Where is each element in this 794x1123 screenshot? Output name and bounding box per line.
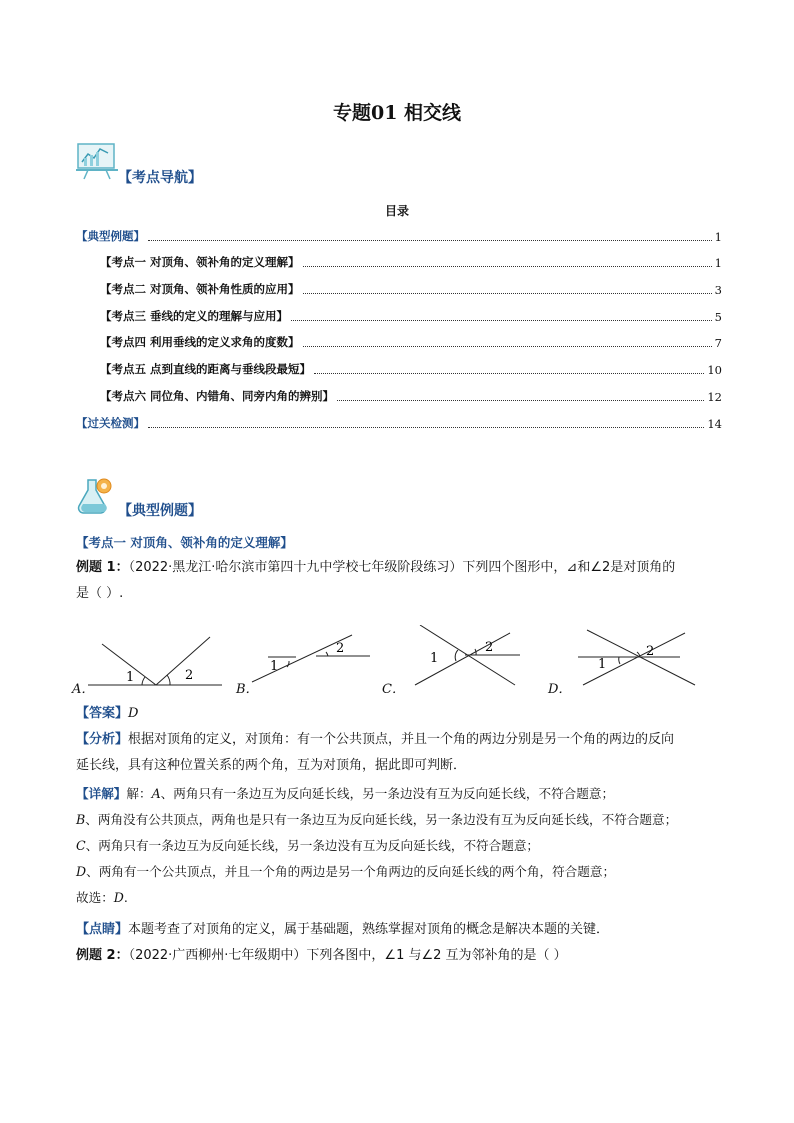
- angle-2-label: 2: [185, 668, 194, 683]
- detail-letter-a: A: [151, 786, 161, 801]
- angle-2-label: 2: [646, 644, 655, 659]
- toc-entry[interactable]: [100, 254, 722, 270]
- toc-entry[interactable]: [100, 334, 722, 350]
- toc-entry[interactable]: [76, 415, 722, 431]
- toc-entry-page: 3: [714, 283, 722, 297]
- example-1-line2: 是（ ）.: [76, 586, 124, 601]
- angle-1-label: 1: [598, 657, 607, 672]
- detail-intro: 解：: [126, 786, 152, 801]
- detail-letter-final: D: [113, 890, 124, 905]
- answer-value: D: [128, 706, 139, 721]
- toc-entry-page: 10: [707, 363, 722, 377]
- toc-entry[interactable]: [100, 281, 722, 297]
- toc-entry-page: 1: [714, 256, 722, 270]
- detail-line5: 故选：: [76, 890, 114, 905]
- kaodian-heading: 【考点一 对顶角、领补角的定义理解】: [76, 535, 293, 550]
- nav-label: 【考点导航】: [118, 170, 202, 186]
- toc-leader-dots: [303, 265, 712, 267]
- toc-leader-dots: [303, 345, 712, 347]
- toc-leader-dots: [291, 319, 712, 321]
- toc-entry-page: 12: [707, 390, 722, 404]
- angle-1-label: 1: [126, 670, 135, 685]
- toc-entry-label: 【过关检测】: [76, 416, 145, 430]
- toc-entry-label: 【考点五 点到直线的距离与垂线段最短】: [100, 362, 312, 376]
- analysis-label: 【分析】: [76, 732, 129, 747]
- figure-d: [578, 630, 695, 685]
- detail-line4: 、两角有一个公共顶点，并且一个角的两边是另一个角两边的反向延长线的两个角，符合题意；: [86, 864, 616, 879]
- figure-c: [415, 625, 520, 685]
- figure-a: [88, 637, 222, 685]
- toc-entry-label: 【典型例题】: [76, 229, 145, 243]
- analysis-line2: 延长线，具有这种位置关系的两个角，互为对顶角，据此即可判断．: [76, 758, 467, 773]
- answer: [76, 701, 724, 727]
- detail-letter-d: D: [76, 864, 87, 879]
- toc-entry-label: 【考点二 对顶角、领补角性质的应用】: [100, 282, 300, 296]
- option-c-label: C．: [382, 682, 405, 697]
- toc-leader-dots: [148, 426, 704, 428]
- comment-text: 本题考查了对顶角的定义，属于基础题，熟练掌握对顶角的概念是解决本题的关键．: [128, 922, 610, 937]
- comment-label: 【点睛】: [76, 922, 129, 937]
- analysis: [76, 727, 724, 779]
- example-2-text: （2022·广西柳州·七年级期中）下列各图中，∠1 与∠2 互为邻补角的是（ ）: [128, 948, 567, 963]
- page-title: 专题01 相交线: [332, 102, 462, 124]
- example-2: [76, 943, 724, 969]
- detail-letter-b: B: [76, 812, 86, 827]
- detail-line5-end: .: [123, 890, 128, 905]
- detail-label: 【详解】: [76, 786, 127, 801]
- toc-entry-page: 14: [707, 417, 722, 431]
- toc-entry-label: 【考点三 垂线的定义的理解与应用】: [100, 309, 289, 323]
- detail-line3: 、两角只有一条边互为反向延长线，另一条边没有互为反向延长线，不符合题意；: [85, 838, 540, 853]
- detail: [76, 781, 736, 911]
- toc-title: 目录: [384, 204, 409, 218]
- section-label: 【典型例题】: [118, 503, 202, 519]
- option-d-label: D．: [548, 682, 572, 697]
- toc-leader-dots: [148, 239, 712, 241]
- toc-leader-dots: [303, 292, 712, 294]
- toc-leader-dots: [314, 372, 704, 374]
- toc-entry-page: 7: [714, 336, 722, 350]
- toc-leader-dots: [337, 399, 704, 401]
- example-2-label: 例题 2：: [76, 948, 129, 963]
- analysis-line1: 根据对顶角的定义，对顶角：有一个公共顶点，并且一个角的两边分别是另一个角的两边的反向: [128, 732, 675, 747]
- toc-entry[interactable]: [100, 361, 722, 377]
- angle-2-label: 2: [485, 640, 494, 655]
- flask-icon: [74, 474, 118, 518]
- toc-entry-label: 【考点一 对顶角、领补角的定义理解】: [100, 255, 300, 269]
- toc-entry[interactable]: [100, 308, 722, 324]
- toc-entry-label: 【考点四 利用垂线的定义求角的度数】: [100, 335, 300, 349]
- figure-b: [252, 635, 370, 682]
- angle-1-label: 1: [270, 659, 279, 674]
- example-1: [76, 555, 724, 607]
- toc-entry[interactable]: [76, 228, 722, 244]
- detail-line1: 、两角只有一条边互为反向延长线，另一条边没有互为反向延长线，不符合题意；: [160, 786, 615, 801]
- detail-line2: 、两角没有公共顶点，两角也是只有一条边互为反向延长线，另一条边没有互为反向延长线，不符合题意；: [85, 812, 678, 827]
- comment: [76, 917, 724, 943]
- toc-entry-label: 【考点六 同位角、内错角、同旁内角的辨别】: [100, 389, 335, 403]
- option-a-label: A．: [72, 682, 95, 697]
- answer-label: 【答案】: [76, 706, 129, 721]
- example-1-line1: （2022·黑龙江·哈尔滨市第四十九中学校七年级阶段练习）下列四个图形中，⊿和∠2是对顶角的: [128, 560, 676, 575]
- toc-entry-page: 5: [714, 310, 722, 324]
- angle-2-label: 2: [336, 641, 345, 656]
- chart-board-icon: [74, 140, 120, 180]
- detail-letter-c: C: [76, 838, 86, 853]
- toc-entry[interactable]: [100, 388, 722, 404]
- toc-entry-page: 1: [714, 230, 722, 244]
- option-b-label: B．: [236, 682, 259, 697]
- example-1-label: 例题 1：: [76, 560, 129, 575]
- angle-1-label: 1: [430, 651, 439, 666]
